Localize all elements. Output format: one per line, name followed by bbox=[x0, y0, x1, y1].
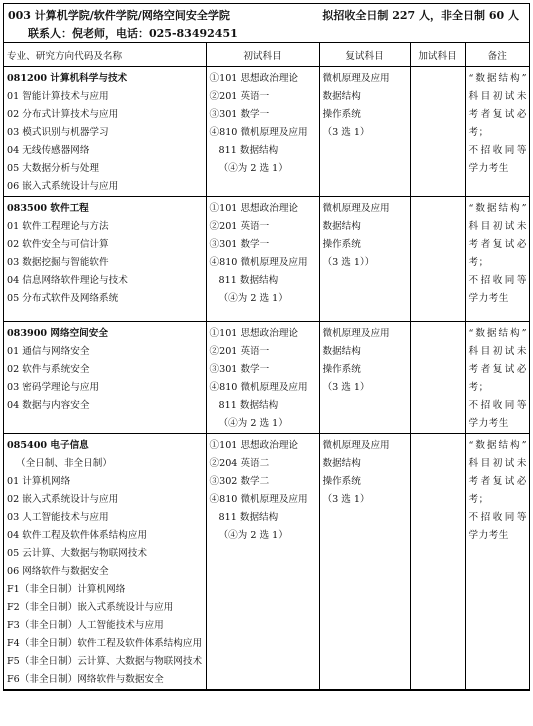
direction-item: F5（非全日制）云计算、大数据与物联网技术 bbox=[7, 656, 203, 667]
remark-line: 科目初试未 bbox=[468, 346, 527, 357]
retest-subject: 数据结构 bbox=[322, 221, 361, 232]
school-header bbox=[4, 4, 529, 43]
extra-subjects-cell bbox=[410, 197, 465, 322]
retest-subject: 操作系统 bbox=[322, 476, 361, 487]
initial-subjects-cell bbox=[206, 322, 319, 434]
direction-item: 03 模式识别与机器学习 bbox=[7, 127, 109, 138]
retest-subject: 操作系统 bbox=[322, 364, 361, 375]
direction-item: 03 人工智能技术与应用 bbox=[7, 512, 109, 523]
remark-cell bbox=[465, 67, 529, 197]
initial-subject: ④810 微机原理及应用 bbox=[209, 127, 308, 138]
direction-item: 03 密码学理论与应用 bbox=[7, 382, 100, 393]
initial-subject: 811 数据结构 bbox=[218, 275, 279, 286]
remark-line: 学力考生 bbox=[468, 293, 509, 304]
direction-item: 05 云计算、大数据与物联网技术 bbox=[7, 548, 147, 559]
remark-cell bbox=[465, 322, 529, 434]
initial-subject: （④为 2 选 1） bbox=[218, 418, 288, 429]
major-cell bbox=[4, 197, 206, 322]
direction-item: F3（非全日制）人工智能技术与应用 bbox=[7, 620, 164, 631]
major-row bbox=[4, 197, 529, 322]
direction-item: F4（非全日制）软件工程及软件体系结构应用 bbox=[7, 638, 203, 649]
major-row bbox=[4, 322, 529, 434]
direction-item: 01 软件工程理论与方法 bbox=[7, 221, 109, 232]
major-cell bbox=[4, 322, 206, 434]
initial-subject: ③301 数学一 bbox=[209, 364, 270, 375]
col-header-initial: 初试科目 bbox=[206, 43, 319, 67]
remark-line: “数据结构” bbox=[468, 203, 527, 214]
direction-item: 01 计算机网络 bbox=[7, 476, 71, 487]
major-table bbox=[4, 43, 529, 690]
remark-line: 考； bbox=[468, 382, 489, 393]
contact-info: 联系人：倪老师，电话：025-83492451 bbox=[28, 27, 238, 40]
remark-line: 考者复试必 bbox=[468, 239, 527, 250]
col-header-retest: 复试科目 bbox=[319, 43, 410, 67]
major-title: 081200 计算机科学与技术 bbox=[7, 73, 128, 84]
initial-subject: ①101 思想政治理论 bbox=[209, 328, 299, 339]
admission-page bbox=[3, 3, 530, 691]
direction-item: 02 软件与系统安全 bbox=[7, 364, 90, 375]
direction-item: 01 智能计算技术与应用 bbox=[7, 91, 109, 102]
major-title: 083500 软件工程 bbox=[7, 203, 89, 214]
initial-subject: ②201 英语一 bbox=[209, 346, 270, 357]
remark-line: 学力考生 bbox=[468, 163, 509, 174]
direction-item: F2（非全日制）嵌入式系统设计与应用 bbox=[7, 602, 174, 613]
direction-item: 02 软件安全与可信计算 bbox=[7, 239, 109, 250]
retest-subjects-cell bbox=[319, 67, 410, 197]
initial-subject: ①101 思想政治理论 bbox=[209, 203, 299, 214]
initial-subjects-cell bbox=[206, 67, 319, 197]
col-header-extra: 加试科目 bbox=[410, 43, 465, 67]
direction-item: 04 无线传感器网络 bbox=[7, 145, 90, 156]
remark-line: 不招收同等 bbox=[468, 145, 527, 156]
remark-line: 学力考生 bbox=[468, 418, 509, 429]
remark-line: “数据结构” bbox=[468, 73, 527, 84]
retest-subject: 微机原理及应用 bbox=[322, 203, 390, 214]
major-title: 085400 电子信息 bbox=[7, 440, 89, 451]
retest-subject: （3 选 1） bbox=[322, 494, 370, 505]
major-cell bbox=[4, 67, 206, 197]
retest-subject: 微机原理及应用 bbox=[322, 73, 390, 84]
initial-subject: 811 数据结构 bbox=[218, 400, 279, 411]
initial-subject: ④810 微机原理及应用 bbox=[209, 382, 308, 393]
remark-line: 考； bbox=[468, 257, 489, 268]
direction-item: 02 分布式计算技术与应用 bbox=[7, 109, 119, 120]
table-header-row bbox=[4, 43, 529, 67]
remark-line: 考； bbox=[468, 494, 489, 505]
initial-subject: ③301 数学一 bbox=[209, 239, 270, 250]
retest-subject: 数据结构 bbox=[322, 458, 361, 469]
retest-subject: 操作系统 bbox=[322, 109, 361, 120]
major-title: 083900 网络空间安全 bbox=[7, 328, 108, 339]
remark-line: 考者复试必 bbox=[468, 364, 527, 375]
major-row bbox=[4, 434, 529, 690]
initial-subject: （④为 2 选 1） bbox=[218, 530, 288, 541]
initial-subject: ④810 微机原理及应用 bbox=[209, 494, 308, 505]
retest-subjects-cell bbox=[319, 322, 410, 434]
remark-line: 考者复试必 bbox=[468, 109, 527, 120]
remark-line: 科目初试未 bbox=[468, 221, 527, 232]
direction-item: F6（非全日制）网络软件与数据安全 bbox=[7, 674, 164, 685]
direction-item: 06 网络软件与数据安全 bbox=[7, 566, 109, 577]
remark-cell bbox=[465, 197, 529, 322]
initial-subject: 811 数据结构 bbox=[218, 145, 279, 156]
direction-item: F1（非全日制）计算机网络 bbox=[7, 584, 126, 595]
initial-subject: ①101 思想政治理论 bbox=[209, 440, 299, 451]
major-subtitle: （全日制、非全日制） bbox=[16, 458, 112, 469]
retest-subject: （3 选 1） bbox=[322, 382, 370, 393]
initial-subject: （④为 2 选 1） bbox=[218, 163, 288, 174]
remark-line: 不招收同等 bbox=[468, 275, 527, 286]
retest-subject: 微机原理及应用 bbox=[322, 440, 390, 451]
major-row bbox=[4, 67, 529, 197]
retest-subjects-cell bbox=[319, 197, 410, 322]
enrollment-quota: 拟招收全日制 227 人，非全日制 60 人 bbox=[322, 9, 519, 22]
remark-line: 不招收同等 bbox=[468, 512, 527, 523]
retest-subject: （3 选 1）） bbox=[322, 257, 375, 268]
retest-subject: 数据结构 bbox=[322, 91, 361, 102]
direction-item: 03 数据挖掘与智能软件 bbox=[7, 257, 109, 268]
initial-subject: 811 数据结构 bbox=[218, 512, 279, 523]
initial-subject: ②201 英语一 bbox=[209, 221, 270, 232]
col-header-remark: 备注 bbox=[465, 43, 529, 67]
remark-cell bbox=[465, 434, 529, 690]
retest-subject: （3 选 1） bbox=[322, 127, 370, 138]
direction-item: 05 大数据分析与处理 bbox=[7, 163, 100, 174]
initial-subject: ③302 数学二 bbox=[209, 476, 270, 487]
direction-item: 05 分布式软件及网络系统 bbox=[7, 293, 119, 304]
extra-subjects-cell bbox=[410, 322, 465, 434]
remark-line: 学力考生 bbox=[468, 530, 509, 541]
initial-subjects-cell bbox=[206, 434, 319, 690]
school-name: 003 计算机学院/软件学院/网络空间安全学院 bbox=[8, 9, 230, 22]
extra-subjects-cell bbox=[410, 434, 465, 690]
remark-line: 考者复试必 bbox=[468, 476, 527, 487]
remark-line: “数据结构” bbox=[468, 440, 527, 451]
major-cell bbox=[4, 434, 206, 690]
retest-subject: 操作系统 bbox=[322, 239, 361, 250]
retest-subjects-cell bbox=[319, 434, 410, 690]
direction-item: 04 软件工程及软件体系结构应用 bbox=[7, 530, 147, 541]
initial-subject: （④为 2 选 1） bbox=[218, 293, 288, 304]
extra-subjects-cell bbox=[410, 67, 465, 197]
direction-item: 04 数据与内容安全 bbox=[7, 400, 90, 411]
retest-subject: 微机原理及应用 bbox=[322, 328, 390, 339]
remark-line: 科目初试未 bbox=[468, 91, 527, 102]
initial-subject: ②204 英语二 bbox=[209, 458, 270, 469]
direction-item: 01 通信与网络安全 bbox=[7, 346, 90, 357]
direction-item: 06 嵌入式系统设计与应用 bbox=[7, 181, 119, 192]
remark-line: 考； bbox=[468, 127, 489, 138]
direction-item: 04 信息网络软件理论与技术 bbox=[7, 275, 128, 286]
initial-subject: ③301 数学一 bbox=[209, 109, 270, 120]
retest-subject: 数据结构 bbox=[322, 346, 361, 357]
initial-subjects-cell bbox=[206, 197, 319, 322]
remark-line: “数据结构” bbox=[468, 328, 527, 339]
initial-subject: ②201 英语一 bbox=[209, 91, 270, 102]
remark-line: 不招收同等 bbox=[468, 400, 527, 411]
remark-line: 科目初试未 bbox=[468, 458, 527, 469]
col-header-major: 专业、研究方向代码及名称 bbox=[4, 43, 206, 67]
initial-subject: ①101 思想政治理论 bbox=[209, 73, 299, 84]
initial-subject: ④810 微机原理及应用 bbox=[209, 257, 308, 268]
direction-item: 02 嵌入式系统设计与应用 bbox=[7, 494, 119, 505]
